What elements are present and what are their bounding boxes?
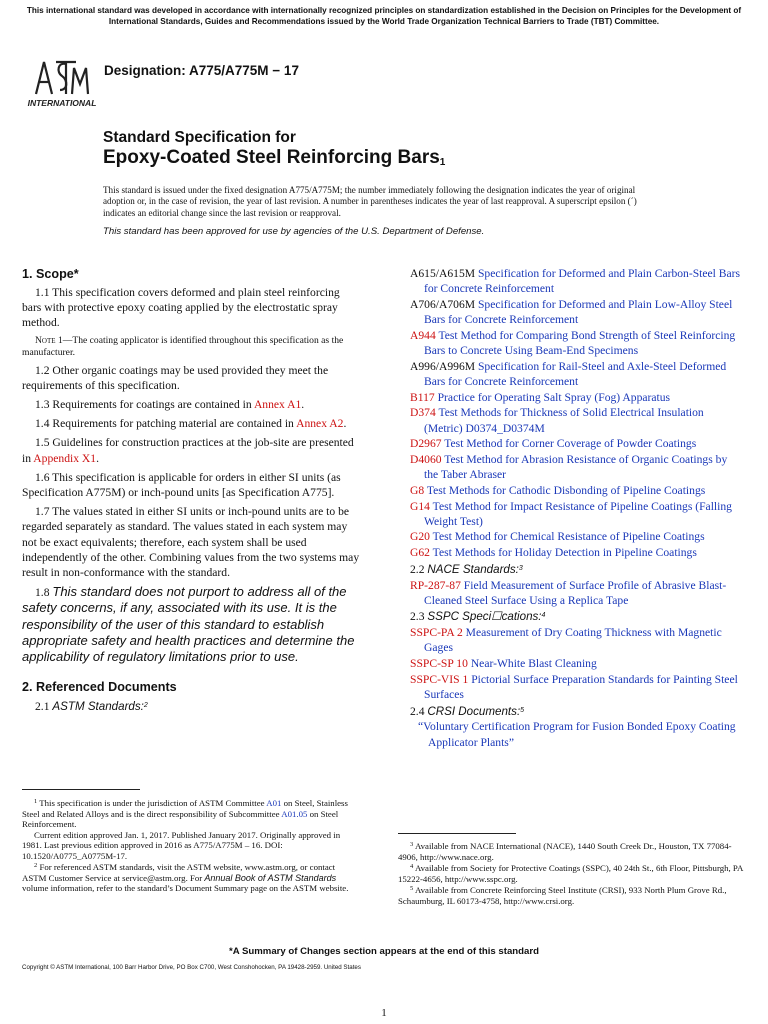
title-footnote-marker: 1 bbox=[439, 157, 446, 168]
footnote-number: 2 bbox=[34, 862, 38, 869]
tbt-notice: This international standard was developed in accordance with internationally recognized principles on standardization established in the Decision on Principles for the Development of International Standards, Guides and Recommendations issued by the World Trade Organization Technical Barriers to Trade (TBT) Committee. bbox=[26, 6, 742, 26]
nace-reference-item bbox=[410, 578, 742, 608]
appendix-x1-link[interactable]: Appendix X1 bbox=[33, 451, 97, 465]
astm-reference-code-link[interactable]: A706/A706M bbox=[410, 297, 476, 311]
footnote-3 bbox=[398, 840, 750, 862]
note-text: 1—The coating applicator is identified throughout this specification as the manufacturer. bbox=[22, 334, 344, 358]
designation: Designation: A775/A775M − 17 bbox=[104, 63, 299, 78]
nace-reference-list bbox=[410, 578, 742, 608]
dod-approval: This standard has been approved for use by agencies of the U.S. Department of Defense. bbox=[103, 226, 485, 237]
astm-reference-item bbox=[410, 545, 742, 560]
astm-reference-item bbox=[410, 266, 742, 296]
text: on Steel, Stainless Steel and Related Alloys and is the direct responsibility of Subcommittee bbox=[22, 798, 348, 819]
paragraph-1-7: 1.7 The values stated in either SI units or inch-pound units are to be regarded separately as standard. The values stated in each system may not be exact equivalents; therefore, each system shall be used independently of the other. Combining values from the two systems may result in non-conformance with the standard. bbox=[22, 505, 360, 580]
astm-logo bbox=[22, 54, 96, 110]
astm-reference-code-link[interactable]: G14 bbox=[410, 499, 430, 513]
footnote-number: 1 bbox=[34, 798, 38, 805]
paragraph-1-4 bbox=[22, 416, 360, 431]
text: volume information, refer to the standard’s Document Summary page on the ASTM website. bbox=[22, 883, 349, 893]
sspc-reference-title-link[interactable]: Pictorial Surface Preparation Standards for Painting Steel Surfaces bbox=[424, 672, 738, 701]
astm-reference-item bbox=[410, 405, 742, 435]
annex-a1-link[interactable]: Annex A1 bbox=[253, 398, 302, 412]
astm-reference-title-link[interactable]: Practice for Operating Salt Spray (Fog) Apparatus bbox=[437, 390, 671, 404]
paragraph-number: 2.2 bbox=[410, 562, 428, 576]
sspc-reference-item bbox=[410, 672, 742, 702]
astm-reference-title-link[interactable]: Test Method for Abrasion Resistance of Organic Coatings by the Taber Abraser bbox=[424, 452, 728, 482]
astm-reference-item bbox=[410, 359, 742, 389]
footnote-rule-left bbox=[22, 789, 140, 790]
footnote-marker: 4 bbox=[541, 612, 546, 620]
footnote-rule-right bbox=[398, 833, 516, 834]
paragraph-1-5 bbox=[22, 435, 360, 465]
referenced-documents-heading: 2. Referenced Documents bbox=[22, 680, 177, 695]
note-1 bbox=[22, 335, 360, 359]
left-column bbox=[22, 266, 360, 718]
astm-reference-code-link[interactable]: D374 bbox=[410, 406, 436, 420]
paragraph-number: 2.1 bbox=[35, 700, 53, 714]
astm-reference-title-link[interactable]: Test Methods for Holiday Detection in Pipeline Coatings bbox=[432, 546, 697, 560]
astm-reference-title-link[interactable]: Specification for Rail-Steel and Axle-Steel Deformed Bars for Concrete Reinforcement bbox=[424, 359, 727, 388]
footnote-5 bbox=[398, 884, 750, 906]
footnote-text: Available from Concrete Reinforcing Steel Institute (CRSI), 933 North Plum Grove Rd., Schaumburg, IL 60173-4758, http://www.crsi.org. bbox=[398, 885, 727, 906]
crsi-reference-link[interactable]: “Voluntary Certification Program for Fusion Bonded Epoxy Coating Applicator Plants” bbox=[418, 720, 736, 749]
paragraph-2-4 bbox=[410, 703, 742, 719]
note-label: Note bbox=[35, 334, 56, 346]
sspc-reference-title-link[interactable]: Near-White Blast Cleaning bbox=[470, 657, 597, 671]
sspc-reference-title-link[interactable]: Measurement of Dry Coating Thickness with Magnetic Gages bbox=[424, 626, 722, 655]
page-number: 1 bbox=[381, 1007, 387, 1019]
text: 1.4 Requirements for patching material are contained in bbox=[35, 417, 297, 431]
sspc-reference-list bbox=[410, 625, 742, 702]
text: This specification is under the jurisdiction of ASTM Committee bbox=[37, 798, 267, 808]
astm-reference-code-link[interactable]: A944 bbox=[410, 328, 436, 342]
paragraph-1-3 bbox=[22, 397, 360, 412]
crsi-documents-label: CRSI Documents: bbox=[427, 704, 521, 718]
astm-reference-code-link[interactable]: D4060 bbox=[410, 452, 442, 466]
safety-caveat: This standard does not purport to address all of the safety concerns, if any, associated with its use. It is the responsibility of the user of this standard to establish appropriate safety and health practices and determine the applicability of regulatory limitations prior to use. bbox=[22, 584, 355, 665]
astm-reference-title-link[interactable]: Test Method for Chemical Resistance of Pipeline Coatings bbox=[432, 530, 705, 544]
footnote-1-edition: Current edition approved Jan. 1, 2017. Published January 2017. Originally approved in 1981. Last previous edition approved in 2016 as A775/A775M – 16. DOI: 10.1520/A0775_A0775M-17. bbox=[22, 829, 341, 861]
footnote-4 bbox=[398, 862, 750, 884]
document-title: Epoxy-Coated Steel Reinforcing Bars bbox=[103, 147, 440, 168]
copyright: Copyright © ASTM International, 100 Barr Harbor Drive, PO Box C700, West Conshohocken, PA 19428-2959. United States bbox=[22, 964, 361, 971]
paragraph-1-8 bbox=[22, 584, 360, 665]
annex-a2-link[interactable]: Annex A2 bbox=[296, 417, 344, 431]
astm-reference-code-link[interactable]: D2967 bbox=[410, 437, 442, 451]
astm-reference-code-link[interactable]: G8 bbox=[410, 483, 425, 497]
footnote-number: 4 bbox=[410, 863, 414, 870]
astm-reference-code-link[interactable]: A996/A996M bbox=[410, 359, 476, 373]
title-line-1: Standard Specification for bbox=[103, 129, 296, 146]
footnote-marker: 2 bbox=[143, 702, 148, 710]
sspc-reference-item bbox=[410, 625, 742, 655]
astm-reference-item bbox=[410, 483, 742, 498]
paragraph-1-2: 1.2 Other organic coatings may be used provided they meet the requirements of this specification. bbox=[22, 363, 329, 392]
astm-reference-item bbox=[410, 499, 742, 529]
footnote-1 bbox=[22, 797, 360, 830]
committee-a01-link[interactable]: A01 bbox=[266, 798, 282, 808]
paragraph-2-2 bbox=[410, 561, 742, 577]
paragraph-2-3 bbox=[410, 608, 742, 624]
sspc-reference-item bbox=[410, 656, 742, 671]
summary-of-changes-note: *A Summary of Changes section appears at the end of this standard bbox=[229, 946, 539, 957]
astm-reference-title-link[interactable]: Specification for Deformed and Plain Low-Alloy Steel Bars for Concrete Reinforcement bbox=[424, 297, 733, 327]
text: 1.3 Requirements for coatings are contained in bbox=[35, 398, 254, 412]
astm-reference-title-link[interactable]: Test Methods for Thickness of Solid Electrical Insulation (Metric) D0374_D0374M bbox=[424, 406, 704, 435]
text: . bbox=[343, 417, 347, 431]
astm-reference-code-link[interactable]: B117 bbox=[410, 390, 435, 404]
astm-reference-item bbox=[410, 529, 742, 544]
paragraph-number: 1.8 bbox=[35, 586, 53, 600]
text: on Steel Reinforcement. bbox=[22, 808, 339, 829]
footnote-text: Available from Society for Protective Coatings (SSPC), 40 24th St., 6th Floor, Pittsburgh, PA 15222-4656, http://www.sspc.org. bbox=[398, 863, 743, 884]
astm-reference-title-link[interactable]: Test Method for Impact Resistance of Pipeline Coatings (Falling Weight Test) bbox=[424, 499, 732, 528]
right-column bbox=[410, 266, 742, 750]
astm-reference-item bbox=[410, 297, 742, 327]
title-line-2 bbox=[103, 147, 445, 169]
subcommittee-a01-05-link[interactable]: A01.05 bbox=[281, 808, 308, 819]
scope-heading: 1. Scope* bbox=[22, 267, 79, 281]
astm-standards-label: ASTM Standards: bbox=[52, 700, 144, 714]
astm-reference-item bbox=[410, 452, 742, 482]
sspc-reference-code-link[interactable]: SSPC-VIS 1 bbox=[410, 672, 469, 686]
paragraph-2-1 bbox=[22, 698, 360, 714]
paragraph-number: 2.4 bbox=[410, 704, 428, 718]
astm-reference-title-link[interactable]: Test Method for Corner Coverage of Powder Coatings bbox=[444, 437, 697, 451]
text: . bbox=[301, 398, 305, 412]
sspc-specifications-label: SSPC Speci☐cations: bbox=[427, 610, 542, 624]
astm-reference-code-link[interactable]: G62 bbox=[410, 546, 430, 560]
nace-standards-label: NACE Standards: bbox=[427, 562, 519, 576]
astm-reference-item bbox=[410, 390, 742, 405]
logo-text: INTERNATIONAL bbox=[27, 98, 96, 108]
paragraph-number: 2.3 bbox=[410, 610, 428, 624]
sspc-reference-code-link[interactable]: SSPC-PA 2 bbox=[410, 626, 463, 640]
astm-reference-code-link[interactable]: A615/A615M bbox=[410, 267, 476, 280]
footnote-2 bbox=[22, 861, 360, 894]
astm-reference-title-link[interactable]: Test Method for Comparing Bond Strength of Steel Reinforcing Bars to Concrete Using Beam-End Specimens bbox=[424, 328, 736, 358]
nace-reference-code-link[interactable]: RP-287-87 bbox=[410, 578, 461, 592]
footnote-number: 3 bbox=[410, 841, 414, 848]
astm-reference-code-link[interactable]: G20 bbox=[410, 530, 430, 544]
astm-reference-title-link[interactable]: Specification for Deformed and Plain Carbon-Steel Bars for Concrete Reinforcement bbox=[424, 267, 741, 296]
astm-reference-item bbox=[410, 436, 742, 451]
text: 1.5 Guidelines for construction practices at the job-site are presented in bbox=[22, 436, 354, 465]
sspc-reference-code-link[interactable]: SSPC-SP 10 bbox=[410, 657, 468, 671]
nace-reference-title-link[interactable]: Field Measurement of Surface Profile of Abrasive Blast-Cleaned Steel Surface Using a Replica Tape bbox=[424, 578, 727, 607]
astm-reference-title-link[interactable]: Test Methods for Cathodic Disbonding of Pipeline Coatings bbox=[426, 483, 706, 497]
issuance-statement: This standard is issued under the fixed designation A775/A775M; the number immediately following the designation indicates the year of original adoption or, in the case of revision, the year of last revision. A number in parentheses indicates the year of last reapproval. A superscript epsilon (´) indicates an editorial change since the last revision or reapproval. bbox=[103, 185, 637, 218]
text: . bbox=[96, 451, 99, 465]
annual-book-title: Annual Book of ASTM Standards bbox=[204, 872, 337, 883]
footnote-text: Available from NACE International (NACE), 1440 South Creek Dr., Houston, TX 77084-4906, http://www.nace.org. bbox=[398, 841, 732, 862]
astm-reference-list bbox=[410, 266, 742, 560]
footnote-number: 5 bbox=[410, 885, 414, 892]
footnotes-left bbox=[22, 797, 360, 894]
paragraph-1-1: 1.1 This specification covers deformed and plain steel reinforcing bars with protective epoxy coating applied by the electrostatic spray method. bbox=[22, 286, 340, 330]
footnotes-right bbox=[398, 840, 750, 906]
text: For referenced ASTM standards, visit the ASTM website, www.astm.org, or contact ASTM Customer Service at service@astm.org. For bbox=[22, 862, 336, 883]
paragraph-1-6: 1.6 This specification is applicable for orders in either SI units (as Specification A775M) or inch-pound units [as Specification A775]. bbox=[22, 470, 341, 500]
footnote-marker: 5 bbox=[520, 706, 525, 714]
footnote-marker: 3 bbox=[518, 564, 523, 572]
astm-reference-item bbox=[410, 328, 742, 358]
